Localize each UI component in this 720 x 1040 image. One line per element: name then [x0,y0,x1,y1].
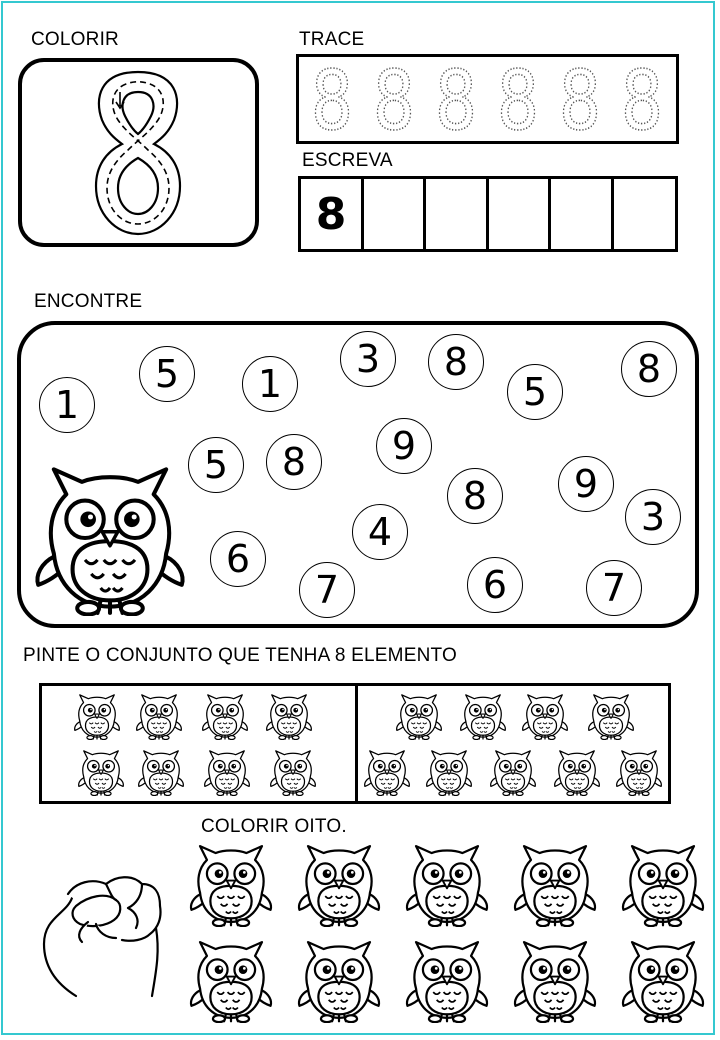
trace-digit[interactable] [557,54,603,149]
encontre-number[interactable]: 5 [139,346,195,402]
escreva-cell-2[interactable] [364,179,426,249]
colorir-owl [404,838,490,930]
sets-box [39,683,671,804]
encontre-number[interactable]: 7 [586,560,642,616]
escreva-box [298,176,678,252]
owl-icon [264,692,314,740]
owl-icon [200,692,250,740]
svg-text:8: 8 [559,54,601,149]
owl-illustration [30,460,190,616]
encontre-number[interactable]: 3 [625,489,681,545]
owl-icon [424,748,474,796]
encontre-number[interactable]: 6 [210,531,266,587]
owl-icon [134,692,184,740]
escreva-cell-5[interactable] [551,179,614,249]
encontre-number[interactable]: 3 [340,331,396,387]
colorir-owl [620,838,706,930]
owl-icon [488,748,538,796]
encontre-number[interactable]: 7 [299,562,355,618]
big-eight-outline [22,62,255,243]
svg-text:8: 8 [621,54,663,149]
set-left[interactable] [42,686,355,801]
colorir-box [18,58,259,247]
encontre-label: ENCONTRE [34,291,143,312]
owl-icon [586,692,636,740]
colorir-owls-grid [188,838,708,1028]
colorir-owl [512,934,598,1026]
hand-eight-sign [36,862,164,996]
owl-icon [136,748,186,796]
trace-digits [299,54,676,149]
owl-icon [458,692,508,740]
trace-digit[interactable] [619,54,665,149]
encontre-number[interactable]: 4 [352,504,408,560]
svg-text:8: 8 [497,54,539,149]
set-right[interactable] [358,686,668,801]
colorir-owl [188,934,274,1026]
trace-digit[interactable] [371,54,417,149]
escreva-cell-6[interactable] [614,179,675,249]
encontre-number[interactable]: 9 [376,418,432,474]
colorir-owl [296,838,382,930]
owl-icon [268,748,318,796]
encontre-number[interactable]: 1 [242,356,298,412]
encontre-number[interactable]: 5 [188,437,244,493]
encontre-number[interactable]: 5 [507,364,563,420]
svg-text:8: 8 [311,54,353,149]
owl-icon [362,748,412,796]
owl-icon [72,692,122,740]
owl-icon [520,692,570,740]
pinte-label: PINTE O CONJUNTO QUE TENHA 8 ELEMENTO [23,645,457,666]
trace-digit[interactable] [433,54,479,149]
escreva-cell-1[interactable]: 8 [301,179,364,249]
escreva-cell-4[interactable] [489,179,551,249]
trace-box [296,54,679,149]
trace-digit[interactable] [495,54,541,149]
encontre-number[interactable]: 8 [428,334,484,390]
colorir-owl [512,838,598,930]
owl-icon [394,692,444,740]
encontre-number[interactable]: 8 [621,341,677,397]
colorir-label: COLORIR [31,29,119,50]
escreva-label: ESCREVA [302,150,393,171]
owl-icon [76,748,126,796]
escreva-cell-3[interactable] [426,179,489,249]
colorir-owl [296,934,382,1026]
encontre-number[interactable]: 6 [467,557,523,613]
colorir-oito-label: COLORIR OITO. [201,816,347,837]
encontre-number[interactable]: 8 [266,434,322,490]
colorir-owl [188,838,274,930]
colorir-owl [404,934,490,1026]
encontre-number[interactable]: 9 [558,456,614,512]
encontre-number[interactable]: 1 [39,377,95,433]
svg-text:8: 8 [373,54,415,149]
encontre-number[interactable]: 8 [447,468,503,524]
trace-label: TRACE [299,29,365,50]
owl-icon [202,748,252,796]
owl-icon [552,748,602,796]
svg-text:8: 8 [435,54,477,149]
colorir-owl [620,934,706,1026]
trace-digit[interactable] [309,54,355,149]
owl-icon [614,748,664,796]
